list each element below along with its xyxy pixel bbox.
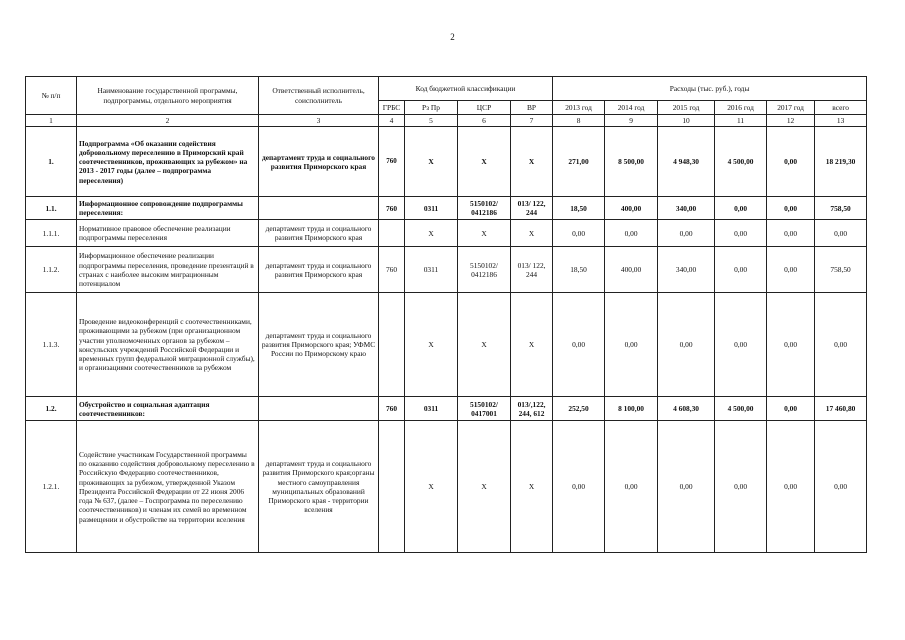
header-executor: Ответственный исполнитель, соисполнитель [259,77,379,115]
row-2015: 0,00 [658,293,715,397]
budget-table [25,76,867,553]
row-total: 17 460,80 [815,397,867,421]
row-vr: X [511,421,553,553]
row-name: Информационное обеспечение реализации подпрограммы переселения, проведение презентаций в странах с наиболее высоким миграционным потенциалом [77,247,259,293]
row-total: 758,50 [815,197,867,220]
header-num: № п/п [26,77,77,115]
row-2016: 4 500,00 [715,397,767,421]
col-number: 7 [511,115,553,127]
row-num: 1. [26,127,77,197]
row-vr: 013/ 122, 244 [511,197,553,220]
row-grbs: 760 [379,397,405,421]
row-csr: X [458,293,511,397]
col-number: 8 [553,115,605,127]
row-2016: 0,00 [715,421,767,553]
row-grbs: 760 [379,127,405,197]
row-num: 1.1.1. [26,220,77,247]
col-number: 9 [605,115,658,127]
header-rzpr: Рз Пр [405,101,458,115]
table-row [26,197,867,220]
row-executor [259,197,379,220]
header-csr: ЦСР [458,101,511,115]
row-num: 1.1.3. [26,293,77,397]
row-2016: 0,00 [715,247,767,293]
row-2017: 0,00 [767,421,815,553]
row-2017: 0,00 [767,247,815,293]
row-2013: 271,00 [553,127,605,197]
row-2016: 0,00 [715,220,767,247]
row-2017: 0,00 [767,197,815,220]
row-2015: 4 948,30 [658,127,715,197]
row-vr: X [511,220,553,247]
row-2014: 8 500,00 [605,127,658,197]
table-row [26,247,867,293]
row-2015: 340,00 [658,197,715,220]
header-2014: 2014 год [605,101,658,115]
row-executor [259,397,379,421]
header-2015: 2015 год [658,101,715,115]
row-2015: 0,00 [658,421,715,553]
row-rzpr: 0311 [405,247,458,293]
row-total: 18 219,30 [815,127,867,197]
row-2015: 4 608,30 [658,397,715,421]
col-number: 11 [715,115,767,127]
row-rzpr: X [405,220,458,247]
row-rzpr: X [405,127,458,197]
row-2015: 0,00 [658,220,715,247]
row-grbs [379,293,405,397]
row-2015: 340,00 [658,247,715,293]
row-vr: 013/,122, 244, 612 [511,397,553,421]
row-num: 1.1. [26,197,77,220]
row-2014: 8 100,00 [605,397,658,421]
row-2013: 18,50 [553,247,605,293]
row-name: Содействие участникам Государственной программы по оказанию содействия добровольному переселению в Российскую Федерацию соотечественников, проживающих за рубежом, утвержденной Указом Президента Российской Федерации от 22 июня 2006 года № 637, (далее – Госпрограмма по переселению соотечественников) и членам их семей во временном размещении и обустройстве на территории вселения [77,421,259,553]
row-name: Подпрограмма «Об оказании содействия добровольному переселению в Приморский край соотечественников, проживающих за рубежом» на 2013 - 2017 годы (далее – подпрограмма переселения) [77,127,259,197]
row-csr: X [458,220,511,247]
col-number: 2 [77,115,259,127]
row-2017: 0,00 [767,293,815,397]
row-2016: 4 500,00 [715,127,767,197]
header-total: всего [815,101,867,115]
table-row [26,397,867,421]
row-2014: 400,00 [605,197,658,220]
row-2013: 0,00 [553,220,605,247]
row-2014: 0,00 [605,421,658,553]
header-budget-code: Код бюджетной классификации [379,77,553,101]
col-number: 12 [767,115,815,127]
header-grbs: ГРБС [379,101,405,115]
header-expenses: Расходы (тыс. руб.), годы [553,77,867,101]
row-name: Проведение видеоконференций с соотечественниками, проживающими за рубежом (при организационном участии уполномоченных органов за рубежом – консульских учреждений Российской Федерации и временных групп федеральной миграционной службы), и организациями соотечественников за рубежом [77,293,259,397]
row-vr: 013/ 122, 244 [511,247,553,293]
row-2014: 0,00 [605,293,658,397]
row-rzpr: 0311 [405,397,458,421]
row-name: Обустройство и социальная адаптация соотечественников: [77,397,259,421]
row-2013: 18,50 [553,197,605,220]
row-csr: 5150102/ 0412186 [458,247,511,293]
row-num: 1.1.2. [26,247,77,293]
row-executor: департамент труда и социального развития Приморского края [259,127,379,197]
row-vr: X [511,293,553,397]
header-2016: 2016 год [715,101,767,115]
table-row [26,293,867,397]
row-csr: 5150102/ 0417001 [458,397,511,421]
row-executor: департамент труда и социального развития Приморского края [259,220,379,247]
row-grbs [379,220,405,247]
row-2017: 0,00 [767,220,815,247]
row-rzpr: 0311 [405,197,458,220]
col-number: 1 [26,115,77,127]
row-rzpr: X [405,421,458,553]
row-num: 1.2. [26,397,77,421]
row-2016: 0,00 [715,293,767,397]
row-name: Информационное сопровождение подпрограммы переселения: [77,197,259,220]
header-vr: ВР [511,101,553,115]
row-grbs [379,421,405,553]
row-num: 1.2.1. [26,421,77,553]
page-number: 2 [450,32,455,42]
header-name: Наименование государственной программы, подпрограммы, отдельного мероприятия [77,77,259,115]
col-number: 10 [658,115,715,127]
row-csr: X [458,127,511,197]
header-2013: 2013 год [553,101,605,115]
row-2017: 0,00 [767,397,815,421]
col-number: 3 [259,115,379,127]
row-csr: X [458,421,511,553]
row-2017: 0,00 [767,127,815,197]
row-total: 0,00 [815,293,867,397]
row-executor: департамент труда и социального развития Приморского края [259,247,379,293]
col-number: 4 [379,115,405,127]
header-2017: 2017 год [767,101,815,115]
row-total: 758,50 [815,247,867,293]
row-vr: X [511,127,553,197]
row-grbs: 760 [379,247,405,293]
col-number: 6 [458,115,511,127]
row-executor: департамент труда и социального развития Приморского края;органы местного самоуправления муниципальных образований Приморского края - территории вселения [259,421,379,553]
row-csr: 5150102/ 0412186 [458,197,511,220]
row-executor: департамент труда и социального развития Приморского края; УФМС России по Приморскому краю [259,293,379,397]
table-row [26,421,867,553]
row-grbs: 760 [379,197,405,220]
row-2016: 0,00 [715,197,767,220]
row-2013: 0,00 [553,421,605,553]
row-name: Нормативное правовое обеспечение реализации подпрограммы переселения [77,220,259,247]
row-2013: 252,50 [553,397,605,421]
row-total: 0,00 [815,220,867,247]
row-2014: 400,00 [605,247,658,293]
table-row [26,127,867,197]
col-number: 13 [815,115,867,127]
row-total: 0,00 [815,421,867,553]
col-number: 5 [405,115,458,127]
row-2013: 0,00 [553,293,605,397]
table-row [26,220,867,247]
row-rzpr: X [405,293,458,397]
row-2014: 0,00 [605,220,658,247]
